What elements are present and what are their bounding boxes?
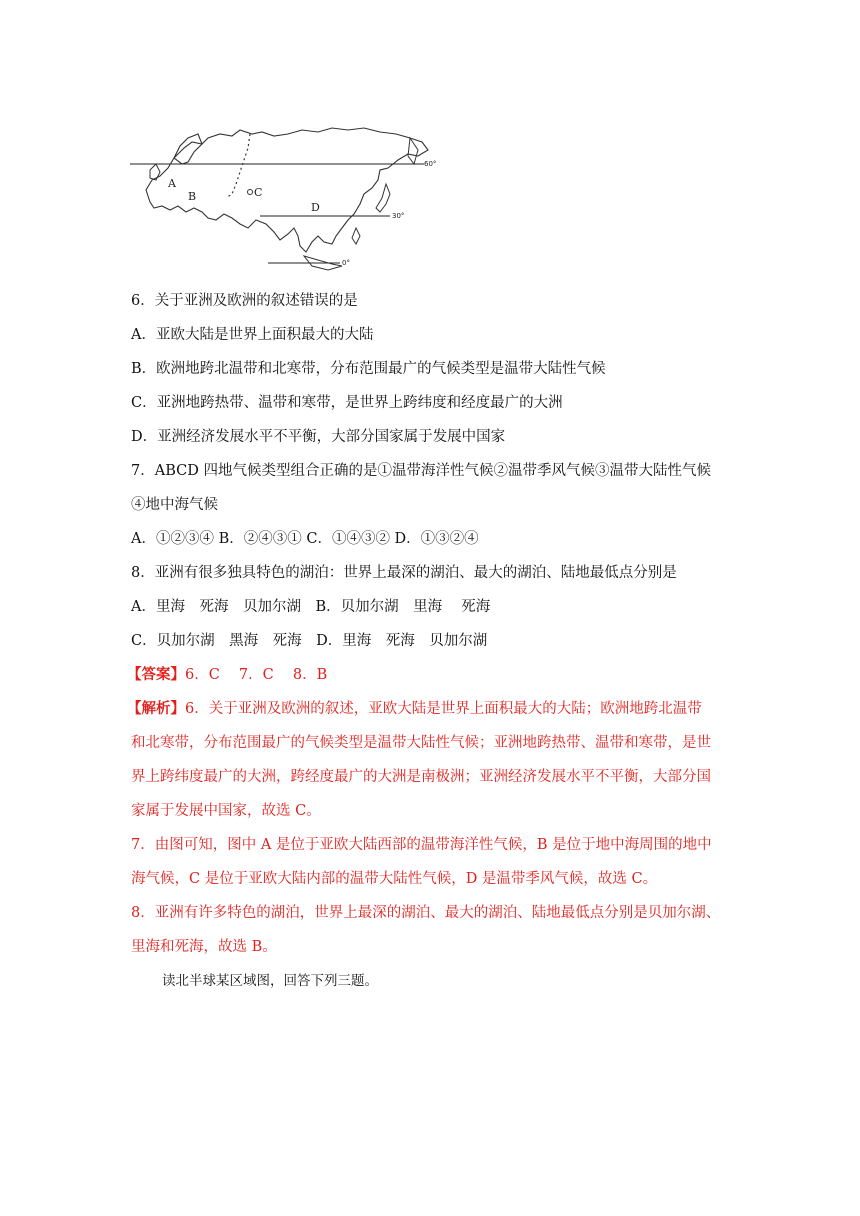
philippines-outline [352, 228, 360, 244]
ural-boundary-dots [226, 134, 250, 198]
analysis-line4: 家属于发展中国家，故选 C。 [131, 803, 321, 819]
latitude-0-label: 0° [342, 259, 350, 267]
q6-option-b: B．欧洲地跨北温带和北寒带，分布范围最广的气候类型是温带大陆性气候 [131, 361, 606, 377]
analysis-line8: 里海和死海，故选 B。 [131, 939, 277, 955]
q8-stem: 8．亚洲有很多独具特色的湖泊：世界上最深的湖泊、最大的湖泊、陆地最低点分别是 [131, 565, 677, 581]
japan-outline [376, 184, 390, 212]
q6-option-c: C．亚洲地跨热带、温带和寒带，是世界上跨纬度和经度最广的大洲 [131, 395, 563, 411]
point-c-marker [248, 190, 253, 195]
scandinavia-outline [174, 134, 202, 164]
map-label-a: A [168, 177, 176, 190]
map-label-c: C [254, 186, 263, 199]
analysis-line3: 界上跨纬度最广的大洲，跨经度最广的大洲是南极洲；亚洲经济发展水平不平衡，大部分国 [131, 769, 711, 785]
q7-stem-line1: 7．ABCD 四地气候类型组合正确的是①温带海洋性气候②温带季风气候③温带大陆性气候 [131, 463, 711, 479]
britain-outline [150, 164, 160, 180]
answer-text: 6．C 7．C 8．B [185, 667, 328, 683]
answer-line [127, 665, 767, 685]
q6-option-d: D．亚洲经济发展水平不平衡，大部分国家属于发展中国家 [131, 429, 506, 445]
kamchatka-outline [408, 138, 418, 164]
map-label-d: D [311, 201, 320, 214]
q7-options: A．①②③④ B．②④③① C．①④③② D．①③②④ [131, 531, 479, 547]
next-section-intro: 读北半球某区域图，回答下列三题。 [162, 973, 378, 989]
q8-options-line1: A．里海 死海 贝加尔湖 B．贝加尔湖 里海 死海 [131, 599, 491, 615]
q6-option-a: A．亚欧大陆是世界上面积最大的大陆 [131, 327, 374, 343]
analysis-line5: 7．由图可知，图中 A 是位于亚欧大陆西部的温带海洋性气候，B 是位于地中海周围的地中 [131, 837, 712, 853]
analysis-line6: 海气候，C 是位于亚欧大陆内部的温带大陆性气候，D 是温带季风气候，故选 C。 [131, 871, 658, 887]
analysis-tag: 【解析】 [127, 700, 185, 717]
answer-tag: 【答案】 [127, 666, 185, 683]
map-label-b: B [188, 190, 197, 203]
q6-stem: 6．关于亚洲及欧洲的叙述错误的是 [131, 293, 358, 309]
latitude-60-label: 60° [424, 160, 437, 168]
latitude-30-label: 30° [392, 212, 405, 220]
analysis-text-1: 6．关于亚洲及欧洲的叙述，亚欧大陆是世界上面积最大的大陆；欧洲地跨北温带 [185, 701, 702, 717]
eurasia-map [128, 124, 440, 272]
analysis-line7: 8．亚洲有许多特色的湖泊，世界上最深的湖泊、最大的湖泊、陆地最低点分别是贝加尔湖、 [131, 905, 721, 921]
analysis-line1 [127, 699, 767, 719]
analysis-line2: 和北寒带，分布范围最广的气候类型是温带大陆性气候；亚洲地跨热带、温带和寒带，是世 [131, 735, 711, 751]
q7-stem-line2: ④地中海气候 [131, 497, 218, 513]
q8-options-line2: C．贝加尔湖 黑海 死海 D．里海 死海 贝加尔湖 [131, 633, 488, 649]
